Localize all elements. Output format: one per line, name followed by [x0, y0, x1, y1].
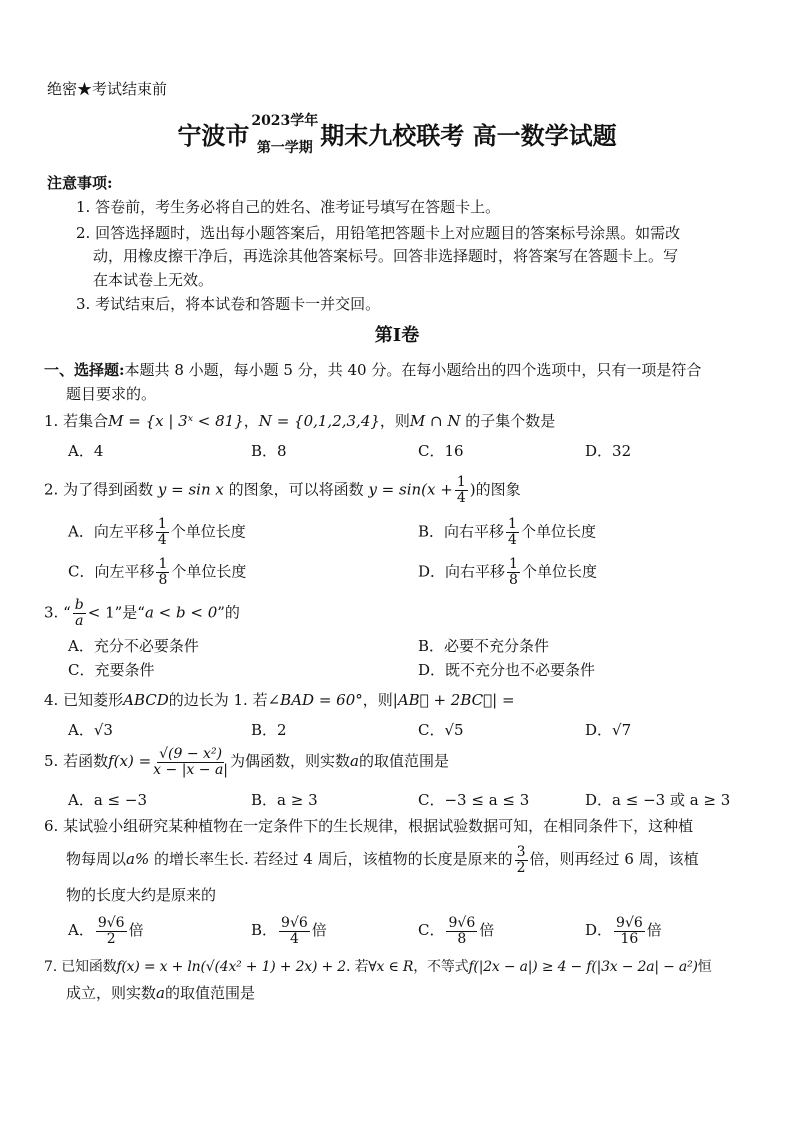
q1-option-a: A．4 [68, 442, 104, 460]
q2-option-d: D．向右平移 $\frac{1}{8}$ 个单位长度 [418, 556, 597, 588]
part-intro: 一、选择题:本题共 8 小题，每小题 5 分，共 40 分。在每小题给出的四个选项中，只有一项是符合 [44, 361, 702, 379]
q1-option-b: B．8 [251, 442, 287, 460]
q1-option-c: C．16 [418, 442, 464, 460]
q3-option-a: A．充分不必要条件 [68, 637, 199, 655]
section-title: 第Ⅰ卷 [374, 325, 420, 346]
q4-option-b: B．2 [251, 721, 287, 739]
q5-option-d: D．a ≤ −3 或 a ≥ 3 [585, 791, 731, 809]
notice-item-2-cont: 动，用橡皮擦干净后，再选涂其他答案标号。回答非选择题时，将答案写在答题卡上。写 [93, 247, 679, 265]
q3-option-b: B．必要不充分条件 [418, 637, 550, 655]
confidential-label: 绝密★考试结束前 [47, 80, 168, 98]
q6-option-b: B． $\frac{9√6}{4}$ 倍 [251, 914, 327, 947]
question-1-stem: 1. 若集合M = {x | 3ˣ < 81}，N = {0,1,2,3,4}，则M ∩ N 的子集个数是 [44, 412, 556, 430]
question-7-stem-line2: 成立，则实数a的取值范围是 [66, 984, 255, 1002]
notice-item-3: 3. 考试结束后，将本试卷和答题卡一并交回。 [76, 295, 381, 313]
q1-option-d: D．32 [585, 442, 632, 460]
question-2-stem: 2. 为了得到函数 y = sin x 的图象，可以将函数 y = sin(x + $\frac{1}{4}$ )的图象 [44, 474, 521, 506]
q2-option-b: B．向右平移 $\frac{1}{4}$ 个单位长度 [418, 516, 596, 548]
q6-option-d: D． $\frac{9√6}{16}$ 倍 [585, 914, 662, 947]
question-7-stem: 7. 已知函数f(x) = x + ln(√(4x² + 1) + 2x) + 2. 若∀x ∈ R，不等式f(|2x − a|) ≥ 4 − f(|3x − 2a| − a²)恒 [44, 959, 712, 975]
page-title [0, 112, 794, 156]
q6-option-a: A． $\frac{9√6}{2}$ 倍 [68, 914, 144, 947]
question-4-stem: 4. 已知菱形ABCD的边长为 1. 若∠BAD = 60°，则|AB⃗ + 2BC⃗| = [44, 691, 515, 709]
notice-heading: 注意事项: [47, 174, 113, 192]
title-main: 期末九校联考 高一数学试题 [320, 121, 617, 150]
q3-option-c: C．充要条件 [68, 661, 155, 679]
question-6-stem-line2: 物每周以a% 的增长率生长. 若经过 4 周后，该植物的长度是原来的 $\frac{3}{2}$ 倍，则再经过 6 周，该植 [66, 843, 699, 876]
q5-option-c: C．−3 ≤ a ≤ 3 [418, 791, 530, 809]
question-6-stem-line3: 物的长度大约是原来的 [66, 886, 217, 904]
q5-option-a: A．a ≤ −3 [68, 791, 147, 809]
question-3-stem: 3. “ $\frac{b}{a}$ < 1”是“a < b < 0”的 [44, 597, 240, 629]
q6-option-c: C． $\frac{9√6}{8}$ 倍 [418, 914, 495, 947]
notice-item-1: 1. 答卷前，考生务必将自己的姓名、准考证号填写在答题卡上。 [76, 198, 501, 216]
notice-item-2-cont2: 在本试卷上无效。 [93, 271, 214, 289]
part-intro-cont: 题目要求的。 [66, 385, 157, 403]
q3-option-d: D．既不充分也不必要条件 [418, 661, 596, 679]
title-city: 宁波市 [177, 121, 250, 150]
title-term: 第一学期 [256, 139, 313, 156]
title-year: 2023学年 [251, 112, 319, 129]
q4-option-c: C．√5 [418, 721, 464, 739]
question-5-stem: 5. 若函数f(x) = $\frac{\text{√(9 − x²)}}{x - |x - a|}$ 为偶函数，则实数a的取值范围是 [44, 745, 449, 778]
q2-option-c: C．向左平移 $\frac{1}{8}$ 个单位长度 [68, 556, 247, 588]
notice-item-2: 2. 回答选择题时，选出每小题答案后，用铅笔把答题卡上对应题目的答案标号涂黑。如需改 [76, 224, 681, 242]
q2-option-a: A．向左平移 $\frac{1}{4}$ 个单位长度 [68, 516, 246, 548]
q5-option-b: B．a ≥ 3 [251, 791, 318, 809]
q4-option-d: D．√7 [585, 721, 632, 739]
q4-option-a: A．√3 [68, 721, 113, 739]
question-6-stem: 6. 某试验小组研究某种植物在一定条件下的生长规律，根据试验数据可知，在相同条件下，这种植 [44, 817, 694, 835]
